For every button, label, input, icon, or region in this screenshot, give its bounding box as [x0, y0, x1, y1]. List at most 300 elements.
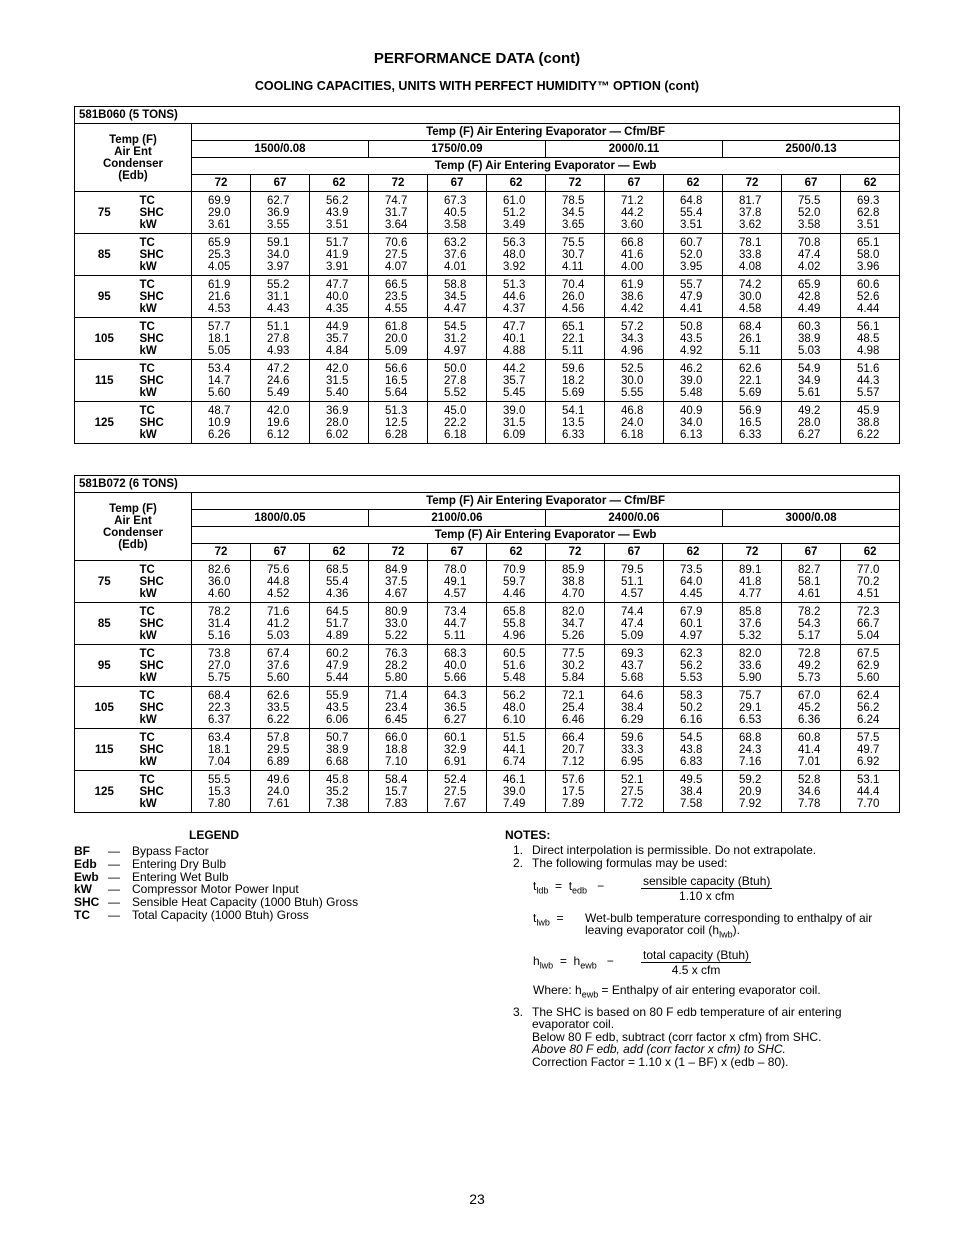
row-labels — [134, 360, 192, 402]
data-cell — [546, 192, 605, 234]
cell-kw: 5.09 — [621, 629, 644, 642]
cell-kw: 6.13 — [680, 428, 703, 441]
cell-kw: 5.60 — [857, 671, 880, 684]
cell-shc: 51.6 — [503, 659, 526, 672]
corner-header-line: (Edb) — [118, 538, 148, 551]
data-cell — [192, 360, 251, 402]
cell-tc: 60.3 — [798, 320, 821, 333]
cell-kw: 4.35 — [326, 302, 349, 315]
cell-tc: 49.6 — [267, 773, 290, 786]
data-cell — [605, 234, 664, 276]
cell-tc: 52.8 — [798, 773, 821, 786]
cell-tc: 49.5 — [680, 773, 703, 786]
cell-kw: 4.57 — [444, 587, 467, 600]
cell-kw: 7.01 — [798, 755, 821, 768]
cell-tc: 78.0 — [444, 563, 467, 576]
edb-value: 115 — [75, 360, 134, 402]
cell-tc: 78.2 — [208, 605, 231, 618]
cell-tc: 74.7 — [385, 194, 408, 207]
cell-shc: 32.9 — [444, 743, 467, 756]
cell-kw: 7.78 — [798, 797, 821, 810]
cell-shc: 20.0 — [385, 332, 408, 345]
edb-value: 105 — [75, 687, 134, 729]
cell-shc: 42.8 — [798, 290, 821, 303]
data-cell — [310, 234, 369, 276]
cell-kw: 5.69 — [739, 386, 762, 399]
cell-shc: 64.0 — [680, 575, 703, 588]
cell-kw: 6.95 — [621, 755, 644, 768]
cell-tc: 42.0 — [267, 404, 290, 417]
table-row — [75, 729, 900, 771]
cell-shc: 30.2 — [562, 659, 585, 672]
legend-desc: Bypass Factor — [132, 844, 209, 858]
cell-kw: 4.51 — [857, 587, 880, 600]
cell-tc: 72.3 — [857, 605, 880, 618]
cell-kw: 5.61 — [798, 386, 821, 399]
cell-kw: 5.90 — [739, 671, 762, 684]
cell-kw: 4.45 — [680, 587, 703, 600]
cell-kw: 4.93 — [267, 344, 290, 357]
cell-kw: 6.29 — [621, 713, 644, 726]
cell-kw: 5.55 — [621, 386, 644, 399]
data-cell — [310, 402, 369, 444]
cell-tc: 44.9 — [326, 320, 349, 333]
cell-shc: 27.0 — [208, 659, 231, 672]
legend-abbr: SHC — [74, 895, 100, 910]
header-row-cfm-values — [75, 141, 900, 158]
cell-shc: 43.5 — [326, 701, 349, 714]
cell-shc: 34.6 — [798, 785, 821, 798]
cell-shc: 27.5 — [385, 248, 408, 261]
cell-kw: 5.09 — [385, 344, 408, 357]
row-labels — [134, 687, 192, 729]
cell-kw: 6.26 — [208, 428, 231, 441]
legend-desc: Entering Wet Bulb — [132, 869, 229, 884]
cell-kw: 6.46 — [562, 713, 585, 726]
cfm-bf-header: Temp (F) Air Entering Evaporator — Cfm/BF — [192, 493, 900, 510]
data-cell — [487, 360, 546, 402]
data-cell — [428, 561, 487, 603]
corner-header-line: Condenser — [102, 157, 164, 170]
cell-tc: 61.0 — [503, 194, 526, 207]
cell-kw: 4.60 — [208, 587, 231, 600]
cell-shc: 28.0 — [798, 416, 821, 429]
data-cell — [723, 234, 782, 276]
cell-tc: 53.1 — [857, 773, 880, 786]
data-cell — [664, 318, 723, 360]
ewb-value: 72 — [723, 544, 782, 561]
cell-tc: 66.5 — [385, 278, 408, 291]
data-cell — [192, 402, 251, 444]
row-label: TC — [139, 278, 155, 291]
data-cell — [723, 771, 782, 813]
cell-shc: 59.7 — [503, 575, 526, 588]
cell-shc: 24.0 — [621, 416, 644, 429]
cell-tc: 55.9 — [326, 689, 349, 702]
cell-kw: 5.45 — [503, 386, 526, 399]
cell-shc: 41.9 — [326, 248, 349, 261]
table-row — [75, 603, 900, 645]
cell-shc: 37.6 — [267, 659, 290, 672]
formula-hlwb: $h_{lwb} = h_{ewb}$ − $\frac{\text{total capacity (Btuh)}}{\text{4.5 x cfm}}$ — [533, 948, 750, 978]
cell-shc: 12.5 — [385, 416, 408, 429]
cell-shc: 48.0 — [503, 701, 526, 714]
page-number: 23 — [469, 1191, 485, 1207]
ewb-value: 72 — [546, 175, 605, 192]
cell-kw: 4.02 — [798, 260, 821, 273]
cell-kw: 4.67 — [385, 587, 408, 600]
cell-kw: 5.04 — [857, 629, 880, 642]
cell-tc: 69.3 — [857, 194, 880, 207]
cell-tc: 67.4 — [267, 647, 290, 660]
data-cell — [487, 771, 546, 813]
cell-shc: 33.8 — [739, 248, 762, 261]
cell-shc: 28.2 — [385, 659, 408, 672]
cell-shc: 44.6 — [503, 290, 526, 303]
cell-tc: 46.8 — [621, 404, 644, 417]
cell-tc: 59.6 — [562, 362, 585, 375]
ewb-value: 62 — [310, 175, 369, 192]
cell-kw: 6.36 — [798, 713, 821, 726]
data-cell — [428, 645, 487, 687]
cell-tc: 55.5 — [208, 773, 231, 786]
cell-shc: 19.6 — [267, 416, 290, 429]
cell-tc: 56.6 — [385, 362, 408, 375]
cell-tc: 65.1 — [562, 320, 585, 333]
cell-tc: 53.4 — [208, 362, 231, 375]
cell-tc: 64.5 — [326, 605, 349, 618]
table-row — [75, 318, 900, 360]
cell-kw: 5.11 — [444, 629, 466, 642]
cell-kw: 5.48 — [680, 386, 703, 399]
cfm-bf-value: 3000/0.08 — [723, 510, 900, 527]
cell-kw: 6.16 — [680, 713, 703, 726]
cell-kw: 4.05 — [208, 260, 231, 273]
cell-shc: 39.0 — [680, 374, 703, 387]
cfm-bf-value: 2100/0.06 — [369, 510, 546, 527]
cell-tc: 49.2 — [798, 404, 821, 417]
cell-shc: 15.7 — [385, 785, 408, 798]
row-label: TC — [139, 194, 155, 207]
data-cell — [369, 771, 428, 813]
cell-shc: 38.8 — [562, 575, 585, 588]
data-cell — [428, 402, 487, 444]
data-cell — [192, 318, 251, 360]
performance-table-581b072 — [74, 475, 900, 813]
cell-tc: 51.7 — [326, 236, 349, 249]
data-cell — [841, 360, 900, 402]
edb-value: 95 — [75, 276, 134, 318]
row-label: TC — [139, 563, 155, 576]
data-cell — [723, 360, 782, 402]
data-cell — [369, 561, 428, 603]
row-label: SHC — [139, 248, 164, 261]
cell-shc: 22.1 — [739, 374, 762, 387]
cell-shc: 56.2 — [680, 659, 703, 672]
data-cell — [782, 687, 841, 729]
cell-shc: 31.7 — [385, 206, 408, 219]
cell-tc: 40.9 — [680, 404, 703, 417]
cell-kw: 4.97 — [680, 629, 703, 642]
cell-tc: 66.4 — [562, 731, 585, 744]
corner-header-line: Temp (F) — [109, 133, 157, 146]
legend-dash: — — [108, 844, 120, 858]
cell-tc: 82.7 — [798, 563, 821, 576]
cell-kw: 4.70 — [562, 587, 585, 600]
edb-value: 125 — [75, 402, 134, 444]
cell-kw: 4.89 — [326, 629, 349, 642]
ewb-value: 72 — [546, 544, 605, 561]
row-labels — [134, 402, 192, 444]
formula-hlwb-denominator: 4.5 x cfm — [671, 963, 721, 978]
cell-kw: 4.47 — [444, 302, 467, 315]
cell-kw: 4.08 — [739, 260, 762, 273]
cell-kw: 3.58 — [798, 218, 821, 231]
data-cell — [487, 729, 546, 771]
cell-tc: 55.7 — [680, 278, 703, 291]
data-cell — [192, 603, 251, 645]
corner-header-line: Air Ent — [114, 514, 152, 527]
cell-tc: 56.2 — [503, 689, 526, 702]
cell-tc: 60.7 — [680, 236, 703, 249]
row-label: kW — [139, 629, 157, 642]
cell-shc: 55.8 — [503, 617, 526, 630]
cell-tc: 59.2 — [739, 773, 762, 786]
cell-shc: 38.9 — [798, 332, 821, 345]
cell-shc: 43.8 — [680, 743, 703, 756]
cell-kw: 5.11 — [739, 344, 761, 357]
data-cell — [782, 234, 841, 276]
cell-tc: 77.5 — [562, 647, 585, 660]
data-cell — [487, 318, 546, 360]
cell-kw: 4.37 — [503, 302, 526, 315]
cell-shc: 27.5 — [444, 785, 467, 798]
cell-tc: 63.2 — [444, 236, 467, 249]
cell-shc: 27.8 — [267, 332, 290, 345]
performance-table-581b060 — [74, 106, 900, 444]
legend-dash: — — [108, 895, 120, 910]
cell-kw: 6.92 — [857, 755, 880, 768]
row-label: kW — [139, 260, 157, 273]
cell-tc: 46.1 — [503, 773, 526, 786]
cell-kw: 7.38 — [326, 797, 349, 810]
cell-kw: 4.43 — [267, 302, 290, 315]
cell-kw: 7.10 — [385, 755, 408, 768]
ewb-value: 62 — [664, 175, 723, 192]
legend-dash: — — [108, 856, 120, 871]
cell-shc: 10.9 — [208, 416, 231, 429]
data-cell — [605, 192, 664, 234]
data-cell — [251, 402, 310, 444]
cell-kw: 6.45 — [385, 713, 408, 726]
row-label: TC — [139, 404, 155, 417]
cell-tc: 62.6 — [267, 689, 290, 702]
corner-header — [75, 493, 192, 561]
cell-shc: 41.4 — [798, 743, 821, 756]
cell-kw: 3.64 — [385, 218, 408, 231]
cell-kw: 4.53 — [208, 302, 231, 315]
cell-tc: 74.4 — [621, 605, 644, 618]
data-cell — [664, 192, 723, 234]
data-cell — [428, 276, 487, 318]
ewb-value: 67 — [428, 175, 487, 192]
row-label: SHC — [139, 617, 164, 630]
legend-dash: — — [108, 869, 120, 884]
cell-tc: 68.8 — [739, 731, 762, 744]
note-1: 1. Direct interpolation is permissible. Do not extrapolate. — [513, 843, 817, 857]
cell-shc: 44.2 — [621, 206, 644, 219]
ewb-value: 72 — [723, 175, 782, 192]
cell-tc: 52.4 — [444, 773, 467, 786]
data-cell — [605, 276, 664, 318]
row-label: TC — [139, 236, 155, 249]
table-row — [75, 276, 900, 318]
note-3: 3. The SHC is based on 80 F edb temperature of air entering evaporator coil. Below 80 F edb, subtract (corr factor x cfm) from SHC. Above 80 F edb, add (corr factor x cfm) to SHC. Correction Factor = 1.10 x (1 – BF) x (edb – 80). — [513, 1004, 842, 1069]
legend-desc: Compressor Motor Power Input — [132, 882, 299, 897]
cell-shc: 20.7 — [562, 743, 585, 756]
data-cell — [428, 687, 487, 729]
table-row — [75, 687, 900, 729]
data-cell — [192, 234, 251, 276]
data-cell — [487, 561, 546, 603]
data-cell — [723, 192, 782, 234]
ewb-value: 67 — [605, 544, 664, 561]
row-label: kW — [139, 713, 157, 726]
model-row — [75, 107, 900, 124]
cell-shc: 66.7 — [857, 617, 880, 630]
cell-tc: 51.3 — [503, 278, 526, 291]
cell-tc: 56.9 — [739, 404, 762, 417]
cell-shc: 31.2 — [444, 332, 467, 345]
data-cell — [369, 729, 428, 771]
cell-shc: 52.0 — [798, 206, 821, 219]
cell-kw: 5.53 — [680, 671, 703, 684]
data-cell — [605, 771, 664, 813]
cell-tc: 47.7 — [326, 278, 349, 291]
table-row — [75, 360, 900, 402]
legend-item — [74, 858, 494, 871]
data-cell — [369, 360, 428, 402]
cell-tc: 62.7 — [267, 194, 290, 207]
cell-kw: 3.61 — [208, 218, 231, 231]
data-cell — [841, 603, 900, 645]
row-label: TC — [139, 773, 155, 786]
ewb-header: Temp (F) Air Entering Evaporator — Ewb — [192, 158, 900, 175]
cell-tc: 72.8 — [798, 647, 821, 660]
row-label: SHC — [139, 701, 164, 714]
data-cell — [605, 561, 664, 603]
cell-tc: 79.5 — [621, 563, 644, 576]
ewb-value: 62 — [310, 544, 369, 561]
formula-tlwb: $t_{lwb}$ = Wet-bulb temperature corresponding to enthalpy of air leaving evaporator coil $(h_{lwb})$. — [533, 911, 873, 940]
cell-tc: 55.2 — [267, 278, 290, 291]
cell-kw: 4.98 — [857, 344, 880, 357]
cell-kw: 7.92 — [739, 797, 762, 810]
cell-tc: 44.2 — [503, 362, 526, 375]
cell-kw: 4.11 — [562, 260, 584, 273]
cell-tc: 85.8 — [739, 605, 762, 618]
ewb-value: 62 — [487, 175, 546, 192]
cell-kw: 7.58 — [680, 797, 703, 810]
data-cell — [428, 603, 487, 645]
cell-tc: 65.1 — [857, 236, 880, 249]
cell-kw: 5.57 — [857, 386, 880, 399]
cell-shc: 52.0 — [680, 248, 703, 261]
cell-tc: 74.2 — [739, 278, 762, 291]
data-cell — [369, 192, 428, 234]
cell-tc: 75.5 — [562, 236, 585, 249]
cell-shc: 35.7 — [326, 332, 349, 345]
row-label: TC — [139, 605, 155, 618]
cell-tc: 70.8 — [798, 236, 821, 249]
cell-shc: 27.8 — [444, 374, 467, 387]
cell-kw: 4.77 — [739, 587, 762, 600]
cell-shc: 35.7 — [503, 374, 526, 387]
data-cell — [487, 402, 546, 444]
cell-tc: 68.3 — [444, 647, 467, 660]
cell-kw: 4.41 — [680, 302, 703, 315]
cell-shc: 22.1 — [562, 332, 585, 345]
data-cell — [546, 234, 605, 276]
cell-kw: 6.18 — [621, 428, 644, 441]
cell-kw: 7.49 — [503, 797, 526, 810]
cell-shc: 52.6 — [857, 290, 880, 303]
table-row — [75, 645, 900, 687]
cell-tc: 54.5 — [444, 320, 467, 333]
row-label: SHC — [139, 575, 164, 588]
cell-tc: 75.7 — [739, 689, 762, 702]
cell-kw: 5.52 — [444, 386, 467, 399]
ewb-value: 62 — [664, 544, 723, 561]
cell-tc: 72.1 — [562, 689, 585, 702]
data-cell — [664, 603, 723, 645]
cell-shc: 34.3 — [621, 332, 644, 345]
page-subtitle: COOLING CAPACITIES, UNITS WITH PERFECT HUMIDITY™ OPTION (cont) — [254, 79, 700, 93]
cell-shc: 24.3 — [739, 743, 762, 756]
cell-shc: 14.7 — [208, 374, 231, 387]
cell-tc: 58.3 — [680, 689, 703, 702]
cell-shc: 43.5 — [680, 332, 703, 345]
cell-kw: 4.44 — [857, 302, 880, 315]
cell-tc: 66.0 — [385, 731, 408, 744]
cell-tc: 46.2 — [680, 362, 703, 375]
corner-header-line: Condenser — [102, 526, 164, 539]
row-label: TC — [139, 647, 155, 660]
cell-kw: 5.64 — [385, 386, 408, 399]
data-cell — [369, 687, 428, 729]
header-row-cfm-values — [75, 510, 900, 527]
cell-shc: 20.9 — [739, 785, 762, 798]
data-cell — [723, 729, 782, 771]
cell-tc: 60.1 — [444, 731, 467, 744]
cell-shc: 36.9 — [267, 206, 290, 219]
cell-kw: 6.24 — [857, 713, 880, 726]
cell-kw: 3.97 — [267, 260, 290, 273]
row-label: SHC — [139, 290, 164, 303]
cell-tc: 67.5 — [857, 647, 880, 660]
data-cell — [723, 603, 782, 645]
row-labels — [134, 192, 192, 234]
edb-value: 75 — [75, 561, 134, 603]
cell-kw: 5.60 — [208, 386, 231, 399]
notes-title: NOTES: — [505, 828, 551, 842]
table-row — [75, 234, 900, 276]
data-cell — [782, 603, 841, 645]
cell-tc: 70.9 — [503, 563, 526, 576]
row-label: TC — [139, 362, 155, 375]
data-cell — [310, 360, 369, 402]
data-cell — [782, 561, 841, 603]
